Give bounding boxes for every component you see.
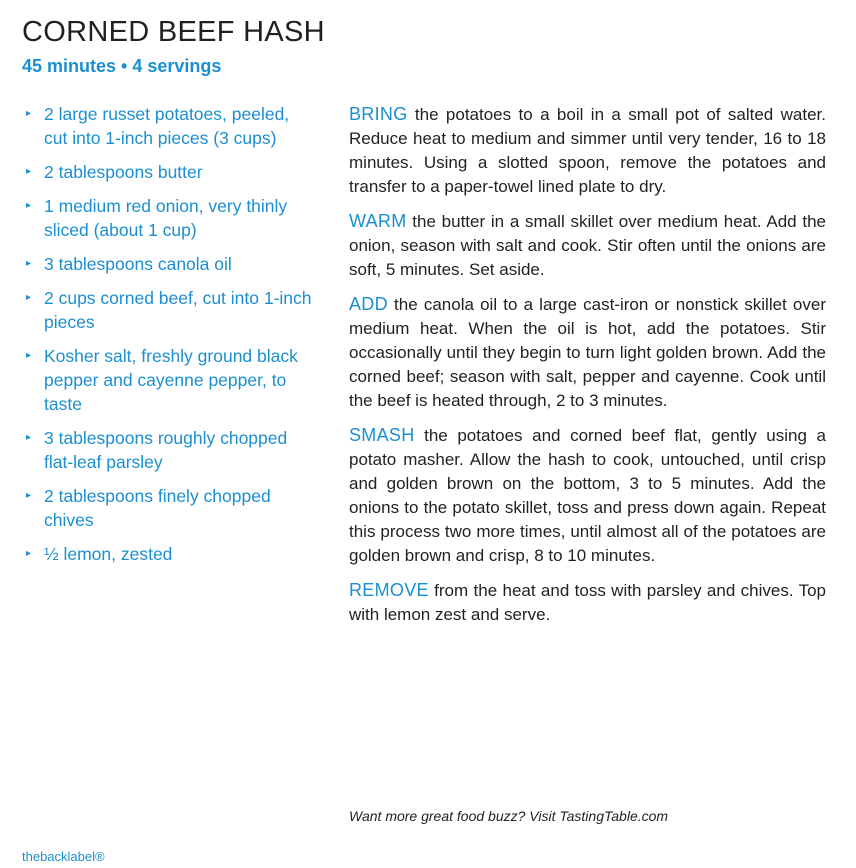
step-text: the potatoes to a boil in a small pot of salted water. Reduce heat to medium and simmer until very tender, 16 to 18 minutes. Using a slotted spoon, remove the potatoes and transfer to a paper-towel lined plate to dry. <box>349 105 826 196</box>
step-verb: SMASH <box>349 425 415 445</box>
step-text: the potatoes and corned beef flat, gently using a potato masher. Allow the hash to cook, untouched, until crisp and golden brown on the bottom, 3 to 5 minutes. Add the onions to the potato skillet, toss and press down again. Repeat this process two more times, until almost all of the potatoes are golden brown and crisp, 8 to 10 minutes. <box>349 426 826 565</box>
ingredient-text: 2 tablespoons finely chopped chives <box>44 486 271 530</box>
ingredient-item <box>22 252 312 276</box>
ingredient-text: ½ lemon, zested <box>44 544 173 564</box>
recipe-title: CORNED BEEF HASH <box>22 16 325 48</box>
brand-logo-text: thebacklabel® <box>22 849 105 864</box>
ingredient-item <box>22 102 312 150</box>
ingredient-list <box>22 102 312 576</box>
ingredient-item <box>22 286 312 334</box>
ingredient-text: 2 cups corned beef, cut into 1-inch pieces <box>44 288 312 332</box>
bullet-arrow-icon: ▸ <box>26 432 32 443</box>
ingredient-item <box>22 426 312 474</box>
bullet-arrow-icon: ▸ <box>26 292 32 303</box>
bullet-arrow-icon: ▸ <box>26 258 32 269</box>
ingredient-text: 2 large russet potatoes, peeled, cut into 1-inch pieces (3 cups) <box>44 104 290 148</box>
instructions <box>349 102 826 637</box>
ingredient-item <box>22 484 312 532</box>
bullet-arrow-icon: ▸ <box>26 108 32 119</box>
step-smash <box>349 423 826 568</box>
step-verb: ADD <box>349 294 388 314</box>
step-remove <box>349 578 826 627</box>
footer-cta: Want more great food buzz? Visit TastingTable.com <box>349 808 669 824</box>
step-text: the canola oil to a large cast-iron or nonstick skillet over medium heat. When the oil is hot, add the potatoes. Stir occasionally until they begin to turn light golden brown. Add the corned beef; season with salt, pepper and cayenne. Cook until the beef is heated through, 2 to 3 minutes. <box>349 295 826 410</box>
ingredient-text: 3 tablespoons canola oil <box>44 254 232 274</box>
bullet-arrow-icon: ▸ <box>26 200 32 211</box>
ingredient-item <box>22 160 312 184</box>
ingredient-item <box>22 194 312 242</box>
bullet-arrow-icon: ▸ <box>26 490 32 501</box>
ingredient-text: 2 tablespoons butter <box>44 162 203 182</box>
bullet-arrow-icon: ▸ <box>26 166 32 177</box>
step-warm <box>349 209 826 282</box>
step-text: the butter in a small skillet over medium heat. Add the onion, season with salt and cook. Stir often until the onions are soft, 5 minutes. Set aside. <box>349 212 826 279</box>
ingredient-text: Kosher salt, freshly ground black pepper and cayenne pepper, to taste <box>44 346 298 414</box>
ingredient-text: 3 tablespoons roughly chopped flat-leaf parsley <box>44 428 288 472</box>
recipe-meta: 45 minutes • 4 servings <box>22 56 222 76</box>
ingredient-item <box>22 542 312 566</box>
step-add <box>349 292 826 413</box>
bullet-arrow-icon: ▸ <box>26 548 32 559</box>
step-verb: WARM <box>349 211 407 231</box>
bullet-arrow-icon: ▸ <box>26 350 32 361</box>
ingredient-text: 1 medium red onion, very thinly sliced (about 1 cup) <box>44 196 288 240</box>
ingredient-item <box>22 344 312 416</box>
step-bring <box>349 102 826 199</box>
step-verb: REMOVE <box>349 580 429 600</box>
step-text: from the heat and toss with parsley and chives. Top with lemon zest and serve. <box>349 581 826 624</box>
step-verb: BRING <box>349 104 408 124</box>
